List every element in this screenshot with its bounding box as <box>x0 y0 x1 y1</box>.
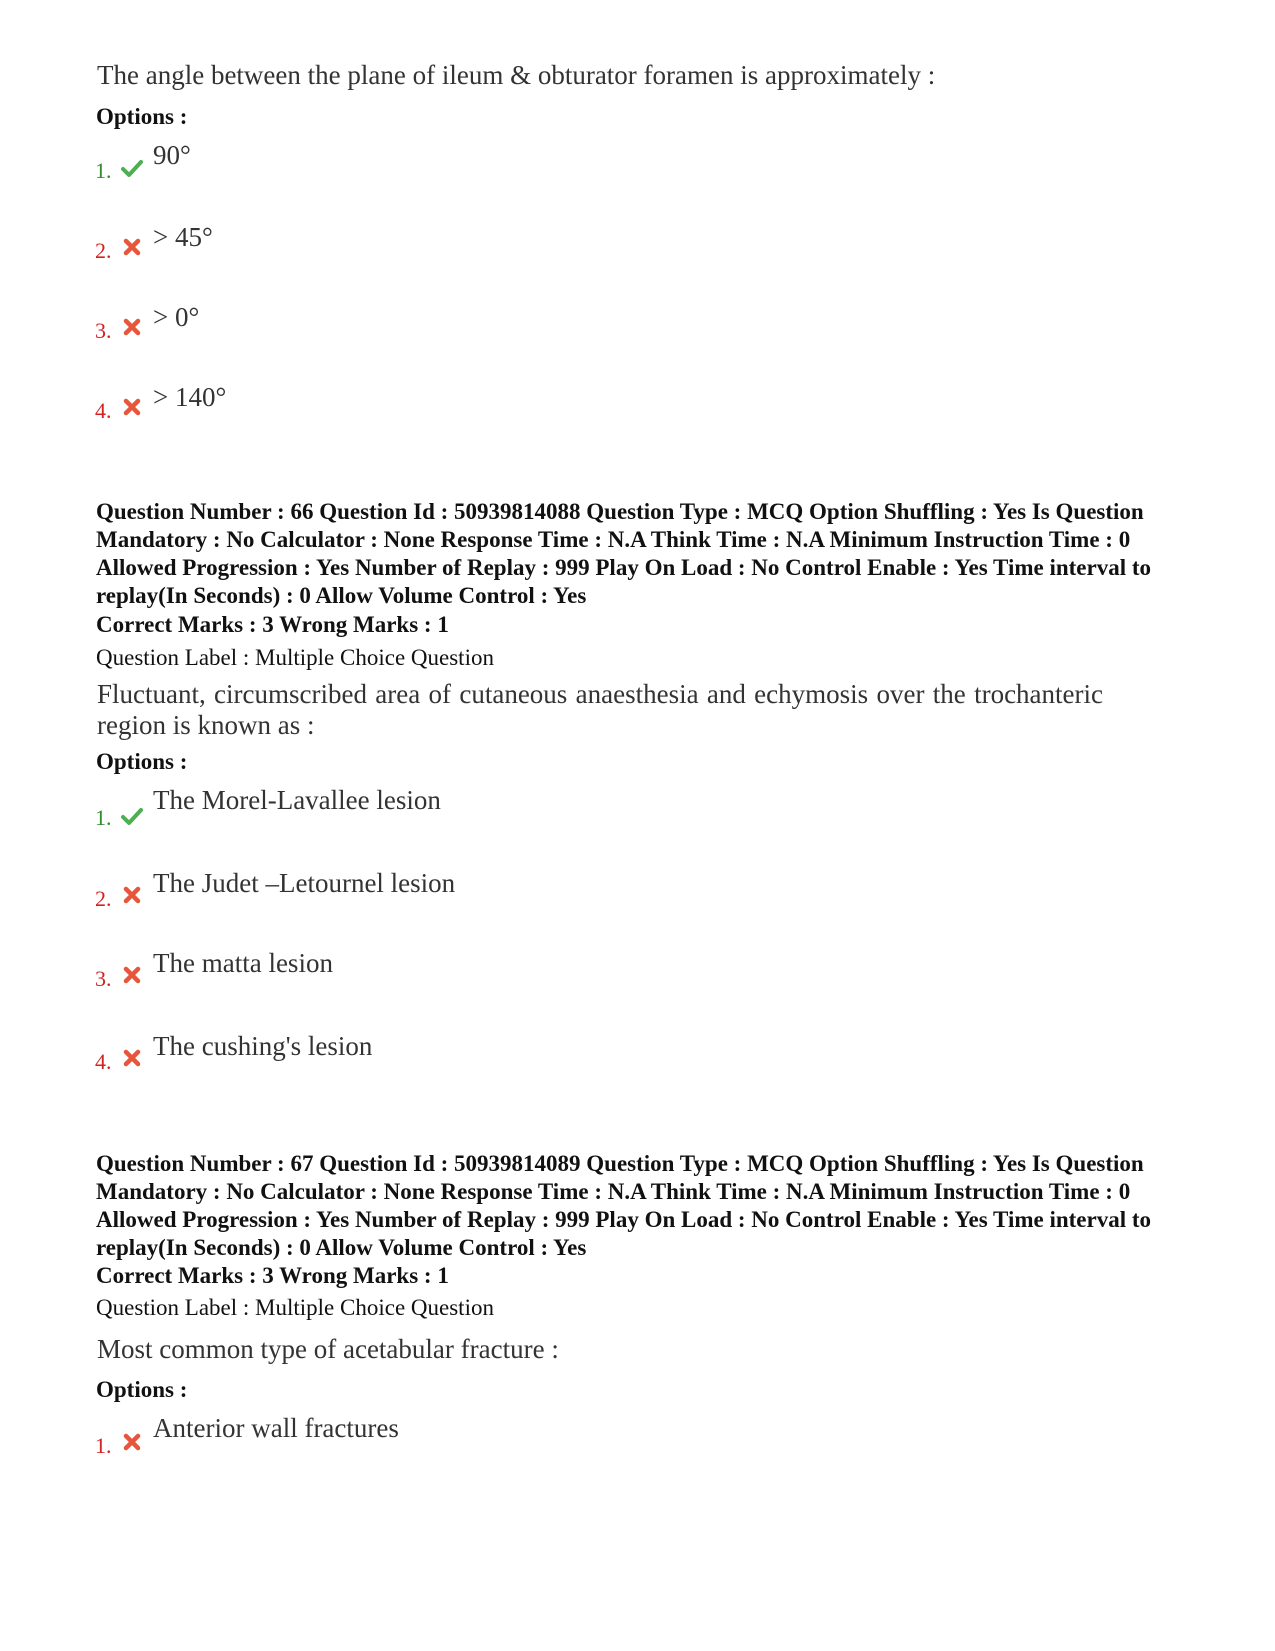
question-meta: Question Number : 66 Question Id : 50939814088 Question Type : MCQ Option Shuffling : Yes Is Question Mandatory : No Calculator : None Response Time : N.A Think Time : N.A Minimum Instruction Time : 0 Allowed Progression : Yes Number of Replay : 999 Play On Load : No Control Enable : Yes Time interval to replay(In Seconds) : 0 Allow Volume Control : Yes <box>96 499 1152 608</box>
option-text: > 0° <box>153 302 200 332</box>
options-label: Options : <box>96 749 188 774</box>
question-label: Question Label : Multiple Choice Question <box>96 645 494 670</box>
option-number: 4. <box>95 1049 112 1074</box>
option-text: The matta lesion <box>153 948 333 978</box>
option-text: > 45° <box>153 222 213 252</box>
marks-line: Correct Marks : 3 Wrong Marks : 1 <box>96 1263 449 1288</box>
option-text: The cushing's lesion <box>153 1031 373 1061</box>
option-text: 90° <box>153 140 191 170</box>
option-item <box>95 140 695 183</box>
option-number: 4. <box>95 398 112 423</box>
cross-icon <box>121 1047 143 1069</box>
option-item <box>95 302 695 342</box>
question-label: Question Label : Multiple Choice Question <box>96 1295 494 1320</box>
option-item <box>95 1413 695 1458</box>
question-text: Most common type of acetabular fracture : <box>97 1334 559 1364</box>
cross-icon <box>121 884 143 906</box>
question-text: Fluctuant, circumscribed area of cutaneous anaesthesia and echymosis over the trochanteric region is known as : <box>97 679 1103 740</box>
option-item <box>95 1031 695 1074</box>
check-icon <box>121 805 143 827</box>
option-number: 3. <box>95 318 112 343</box>
option-item <box>95 948 695 991</box>
option-number: 1. <box>95 158 112 183</box>
cross-icon <box>121 316 143 338</box>
option-text: Anterior wall fractures <box>153 1413 399 1443</box>
question-meta: Question Number : 67 Question Id : 50939814089 Question Type : MCQ Option Shuffling : Yes Is Question Mandatory : No Calculator : None Response Time : N.A Think Time : N.A Minimum Instruction Time : 0 Allowed Progression : Yes Number of Replay : 999 Play On Load : No Control Enable : Yes Time interval to replay(In Seconds) : 0 Allow Volume Control : Yes <box>96 1151 1152 1260</box>
cross-icon <box>121 964 143 986</box>
question-text: The angle between the plane of ileum & obturator foramen is approximately : <box>97 60 936 90</box>
options-label: Options : <box>96 1377 188 1402</box>
option-number: 2. <box>95 238 112 263</box>
option-number: 1. <box>95 1433 112 1458</box>
cross-icon <box>121 236 143 258</box>
option-number: 1. <box>95 805 112 830</box>
option-item <box>95 868 695 911</box>
option-text: The Judet –Letournel lesion <box>153 868 456 898</box>
cross-icon <box>121 1431 143 1453</box>
option-text: > 140° <box>153 382 227 412</box>
option-number: 3. <box>95 966 112 991</box>
cross-icon <box>121 396 143 418</box>
option-item <box>95 382 695 422</box>
options-label: Options : <box>96 104 188 129</box>
option-text: The Morel-Lavallee lesion <box>153 785 441 815</box>
option-item <box>95 785 695 830</box>
option-item <box>95 222 695 262</box>
option-number: 2. <box>95 886 112 911</box>
marks-line: Correct Marks : 3 Wrong Marks : 1 <box>96 612 449 637</box>
check-icon <box>121 157 143 179</box>
